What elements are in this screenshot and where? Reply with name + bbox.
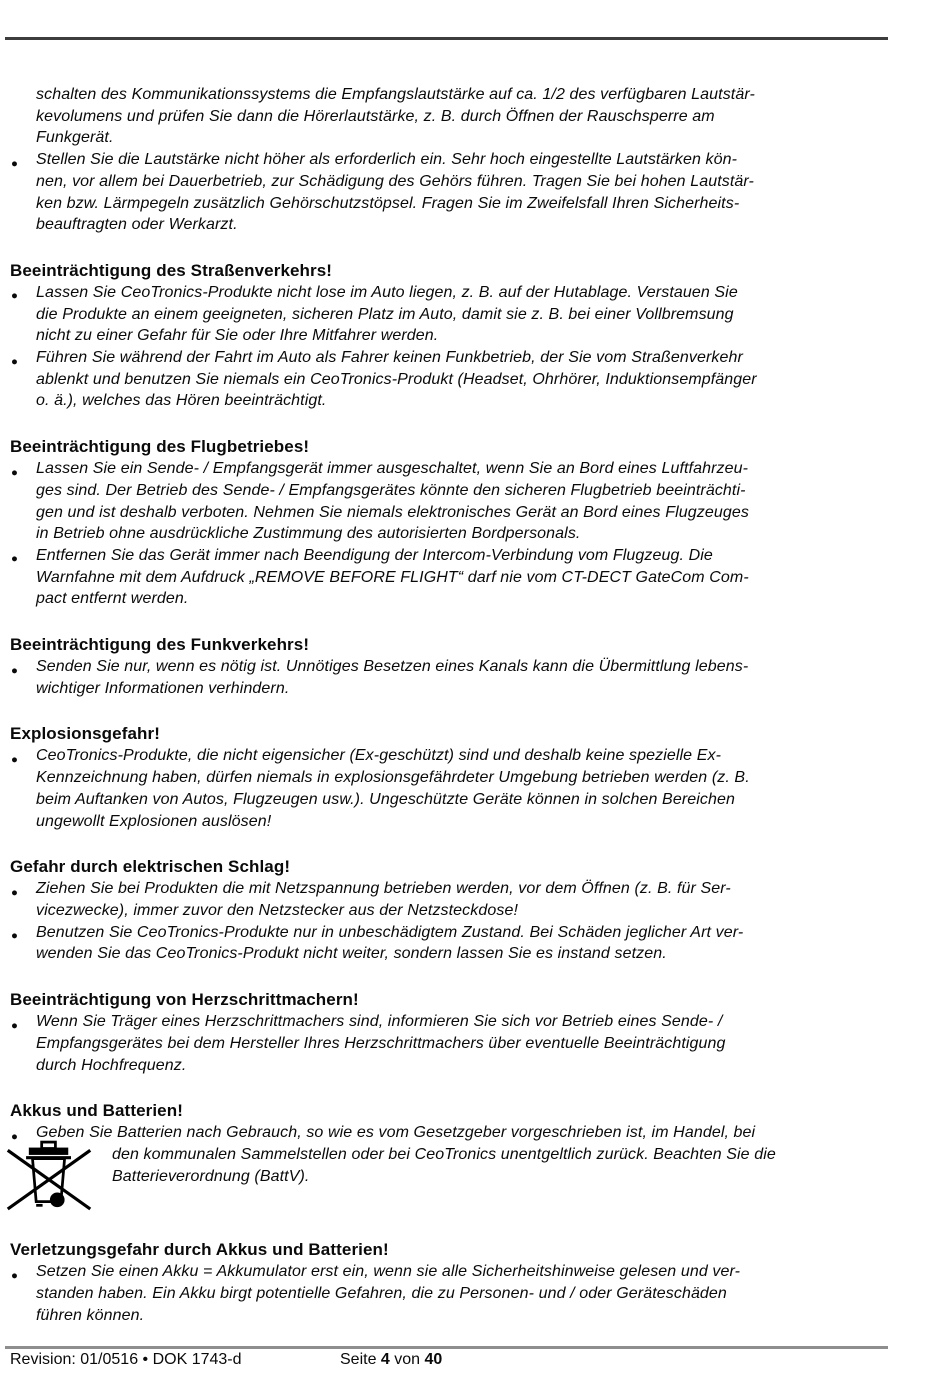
paragraph-continuation	[10, 84, 915, 149]
section-4	[10, 723, 915, 832]
footer-rule	[5, 1346, 888, 1349]
text-line: Benutzen Sie CeoTronics-Produkte nur in unbeschädigtem Zustand. Bei Schäden jeglicher Art ver-	[36, 923, 744, 941]
text-line: Stellen Sie die Lautstärke nicht höher als erforderlich ein. Sehr hoch eingestellte Lautstärken kön-	[36, 151, 738, 169]
section-7	[10, 1100, 915, 1215]
text-line: wichtiger Informationen verhindern.	[36, 679, 290, 697]
text-line: Führen Sie während der Fahrt im Auto als Fahrer keinen Funkbetrieb, der Sie vom Straßenverkehr	[36, 349, 743, 367]
text-line: Batterieverordnung (BattV).	[112, 1167, 310, 1185]
section-heading: Verletzungsgefahr durch Akkus und Batterien!	[10, 1240, 389, 1260]
bullet-item	[10, 458, 915, 545]
section-3	[10, 634, 915, 699]
text-line: nen, vor allem bei Dauerbetrieb, zur Schädigung des Gehörs führen. Tragen Sie bei hohen Lautstär-	[36, 172, 754, 190]
bullet-icon: ●	[11, 355, 19, 368]
text-line: standen haben. Ein Akku birgt potentielle Gefahren, die zu Personen- und / oder Geräteschäden	[36, 1284, 727, 1302]
text-line: Lassen Sie CeoTronics-Produkte nicht lose im Auto liegen, z. B. auf der Hutablage. Verstauen Sie	[36, 283, 738, 301]
text-line: Senden Sie nur, wenn es nötig ist. Unnötiges Besetzen eines Kanals kann die Übermittlung lebens-	[36, 658, 749, 676]
text-line: ungewollt Explosionen auslösen!	[36, 812, 272, 830]
text-line: Geben Sie Batterien nach Gebrauch, so wie es vom Gesetzgeber vorgeschrieben ist, im Handel, bei	[36, 1124, 756, 1142]
document-body	[10, 84, 915, 1326]
text-line: Wenn Sie Träger eines Herzschrittmachers sind, informieren Sie sich vor Betrieb eines Sende- /	[36, 1013, 723, 1031]
page-total: 40	[424, 1351, 443, 1368]
bullet-item	[10, 745, 915, 832]
text-line: wenden Sie das CeoTronics-Produkt nicht weiter, sondern lassen Sie es instand setzen.	[36, 945, 667, 963]
text-line: Setzen Sie einen Akku = Akkumulator erst ein, wenn sie alle Sicherheitshinweise gelesen und ver-	[36, 1263, 741, 1281]
of-word: von	[394, 1351, 421, 1368]
bullet-icon: ●	[11, 1130, 19, 1143]
text-line: ken bzw. Lärmpegeln zusätzlich Gehörschutzstöpsel. Fragen Sie im Zweifelsfall Ihren Sicherheits-	[36, 194, 740, 212]
bullet-item	[10, 347, 915, 412]
text-line: führen können.	[36, 1306, 145, 1324]
page-footer	[10, 1351, 915, 1375]
bullet-icon: ●	[11, 553, 19, 566]
section-heading: Beeinträchtigung des Flugbetriebes!	[10, 437, 310, 457]
text-line: schalten des Kommunikationssystems die Empfangslautstärke auf ca. 1/2 des verfügbaren Lautstär-	[36, 86, 755, 103]
bullet-icon: ●	[11, 157, 19, 170]
bullet-icon: ●	[11, 664, 19, 677]
bullet-icon: ●	[11, 1019, 19, 1032]
text-line: Ziehen Sie bei Produkten die mit Netzspannung betrieben werden, vor dem Öffnen (z. B. für Ser-	[36, 880, 731, 898]
bullet-item	[10, 1122, 915, 1215]
text-line: kevolumens und prüfen Sie dann die Hörerlautstärke, z. B. durch Öffnen der Rauschsperre am	[36, 107, 715, 125]
bullet-icon: ●	[11, 753, 19, 766]
text-line: den kommunalen Sammelstellen oder bei CeoTronics unentgeltlich zurück. Beachten Sie die	[112, 1145, 776, 1163]
text-line: Entfernen Sie das Gerät immer nach Beendigung der Intercom-Verbindung vom Flugzeug. Die	[36, 546, 713, 564]
bullet-icon: ●	[11, 930, 19, 943]
text-line: in Betrieb ohne ausdrückliche Zustimmung des autorisierten Bordpersonals.	[36, 525, 581, 543]
text-line: CeoTronics-Produkte, die nicht eigensicher (Ex-geschützt) sind und deshalb keine spezielle Ex-	[36, 747, 722, 765]
text-line: ges sind. Der Betrieb des Sende- / Empfangsgerätes könnte den sicheren Flugbetrieb beeinträchti-	[36, 481, 746, 499]
section-5	[10, 856, 915, 965]
text-line: durch Hochfrequenz.	[36, 1056, 187, 1074]
bullet-item	[10, 545, 915, 610]
revision-label: Revision: 01/0516 • DOK 1743-d	[10, 1351, 242, 1368]
text-line: Empfangsgerätes bei dem Hersteller Ihres Herzschrittmachers über eventuelle Beeinträchtigung	[36, 1034, 726, 1052]
top-rule	[5, 37, 888, 40]
section-heading: Beeinträchtigung von Herzschrittmachern!	[10, 990, 359, 1010]
text-line: die Produkte an einem geeigneten, sicheren Platz im Auto, damit sie z. B. bei einer Vollbremsung	[36, 305, 734, 323]
section-heading: Beeinträchtigung des Straßenverkehrs!	[10, 260, 333, 280]
bullet-item	[10, 149, 915, 236]
crossed-out-wheeled-bin-icon	[5, 1137, 93, 1222]
section-heading: Akkus und Batterien!	[10, 1101, 183, 1121]
section-heading: Explosionsgefahr!	[10, 724, 161, 744]
page-word: Seite	[340, 1351, 377, 1368]
page-indicator	[340, 1351, 442, 1369]
text-line: vicezwecke), immer zuvor den Netzstecker aus der Netzsteckdose!	[36, 901, 519, 919]
text-line: Lassen Sie ein Sende- / Empfangsgerät immer ausgeschaltet, wenn Sie an Bord eines Luftfahrzeu-	[36, 460, 749, 478]
text-line: beim Auftanken von Autos, Flugzeugen usw.). Ungeschützte Geräte können in solchen Bereichen	[36, 790, 735, 808]
section-2	[10, 436, 915, 610]
bullet-item	[10, 922, 915, 965]
section-heading: Beeinträchtigung des Funkverkehrs!	[10, 635, 310, 655]
bullet-item	[10, 656, 915, 699]
text-line: ablenkt und benutzen Sie niemals ein CeoTronics-Produkt (Headset, Ohrhörer, Induktionsempfänger	[36, 370, 757, 388]
bullet-item	[10, 878, 915, 921]
text-line: pact entfernt werden.	[36, 590, 189, 608]
section-8	[10, 1239, 915, 1326]
text-line: Funkgerät.	[36, 129, 114, 147]
bullet-item	[10, 1011, 915, 1076]
bullet-icon: ●	[11, 886, 19, 899]
bullet-icon: ●	[11, 290, 19, 303]
bullet-item	[10, 282, 915, 347]
text-line: nicht zu einer Gefahr für Sie oder Ihre Mitfahrer werden.	[36, 327, 439, 345]
section-0	[10, 84, 915, 236]
bullet-icon: ●	[11, 1269, 19, 1282]
text-line: Warnfahne mit dem Aufdruck „REMOVE BEFORE FLIGHT“ darf nie vom CT-DECT GateCom Com-	[36, 568, 749, 586]
text-line: gen und ist deshalb verboten. Nehmen Sie niemals elektronisches Gerät an Bord eines Flugzeuges	[36, 503, 749, 521]
page-number: 4	[380, 1351, 390, 1368]
text-line: Kennzeichnung haben, dürfen niemals in explosionsgefährdeter Umgebung betrieben werden (z. B.	[36, 769, 750, 787]
bullet-item	[10, 1261, 915, 1326]
section-1	[10, 260, 915, 412]
text-line: beauftragten oder Werkarzt.	[36, 216, 238, 234]
bullet-icon: ●	[11, 466, 19, 479]
text-line: o. ä.), welches das Hören beeinträchtigt.	[36, 392, 327, 410]
section-6	[10, 989, 915, 1076]
section-heading: Gefahr durch elektrischen Schlag!	[10, 857, 291, 877]
